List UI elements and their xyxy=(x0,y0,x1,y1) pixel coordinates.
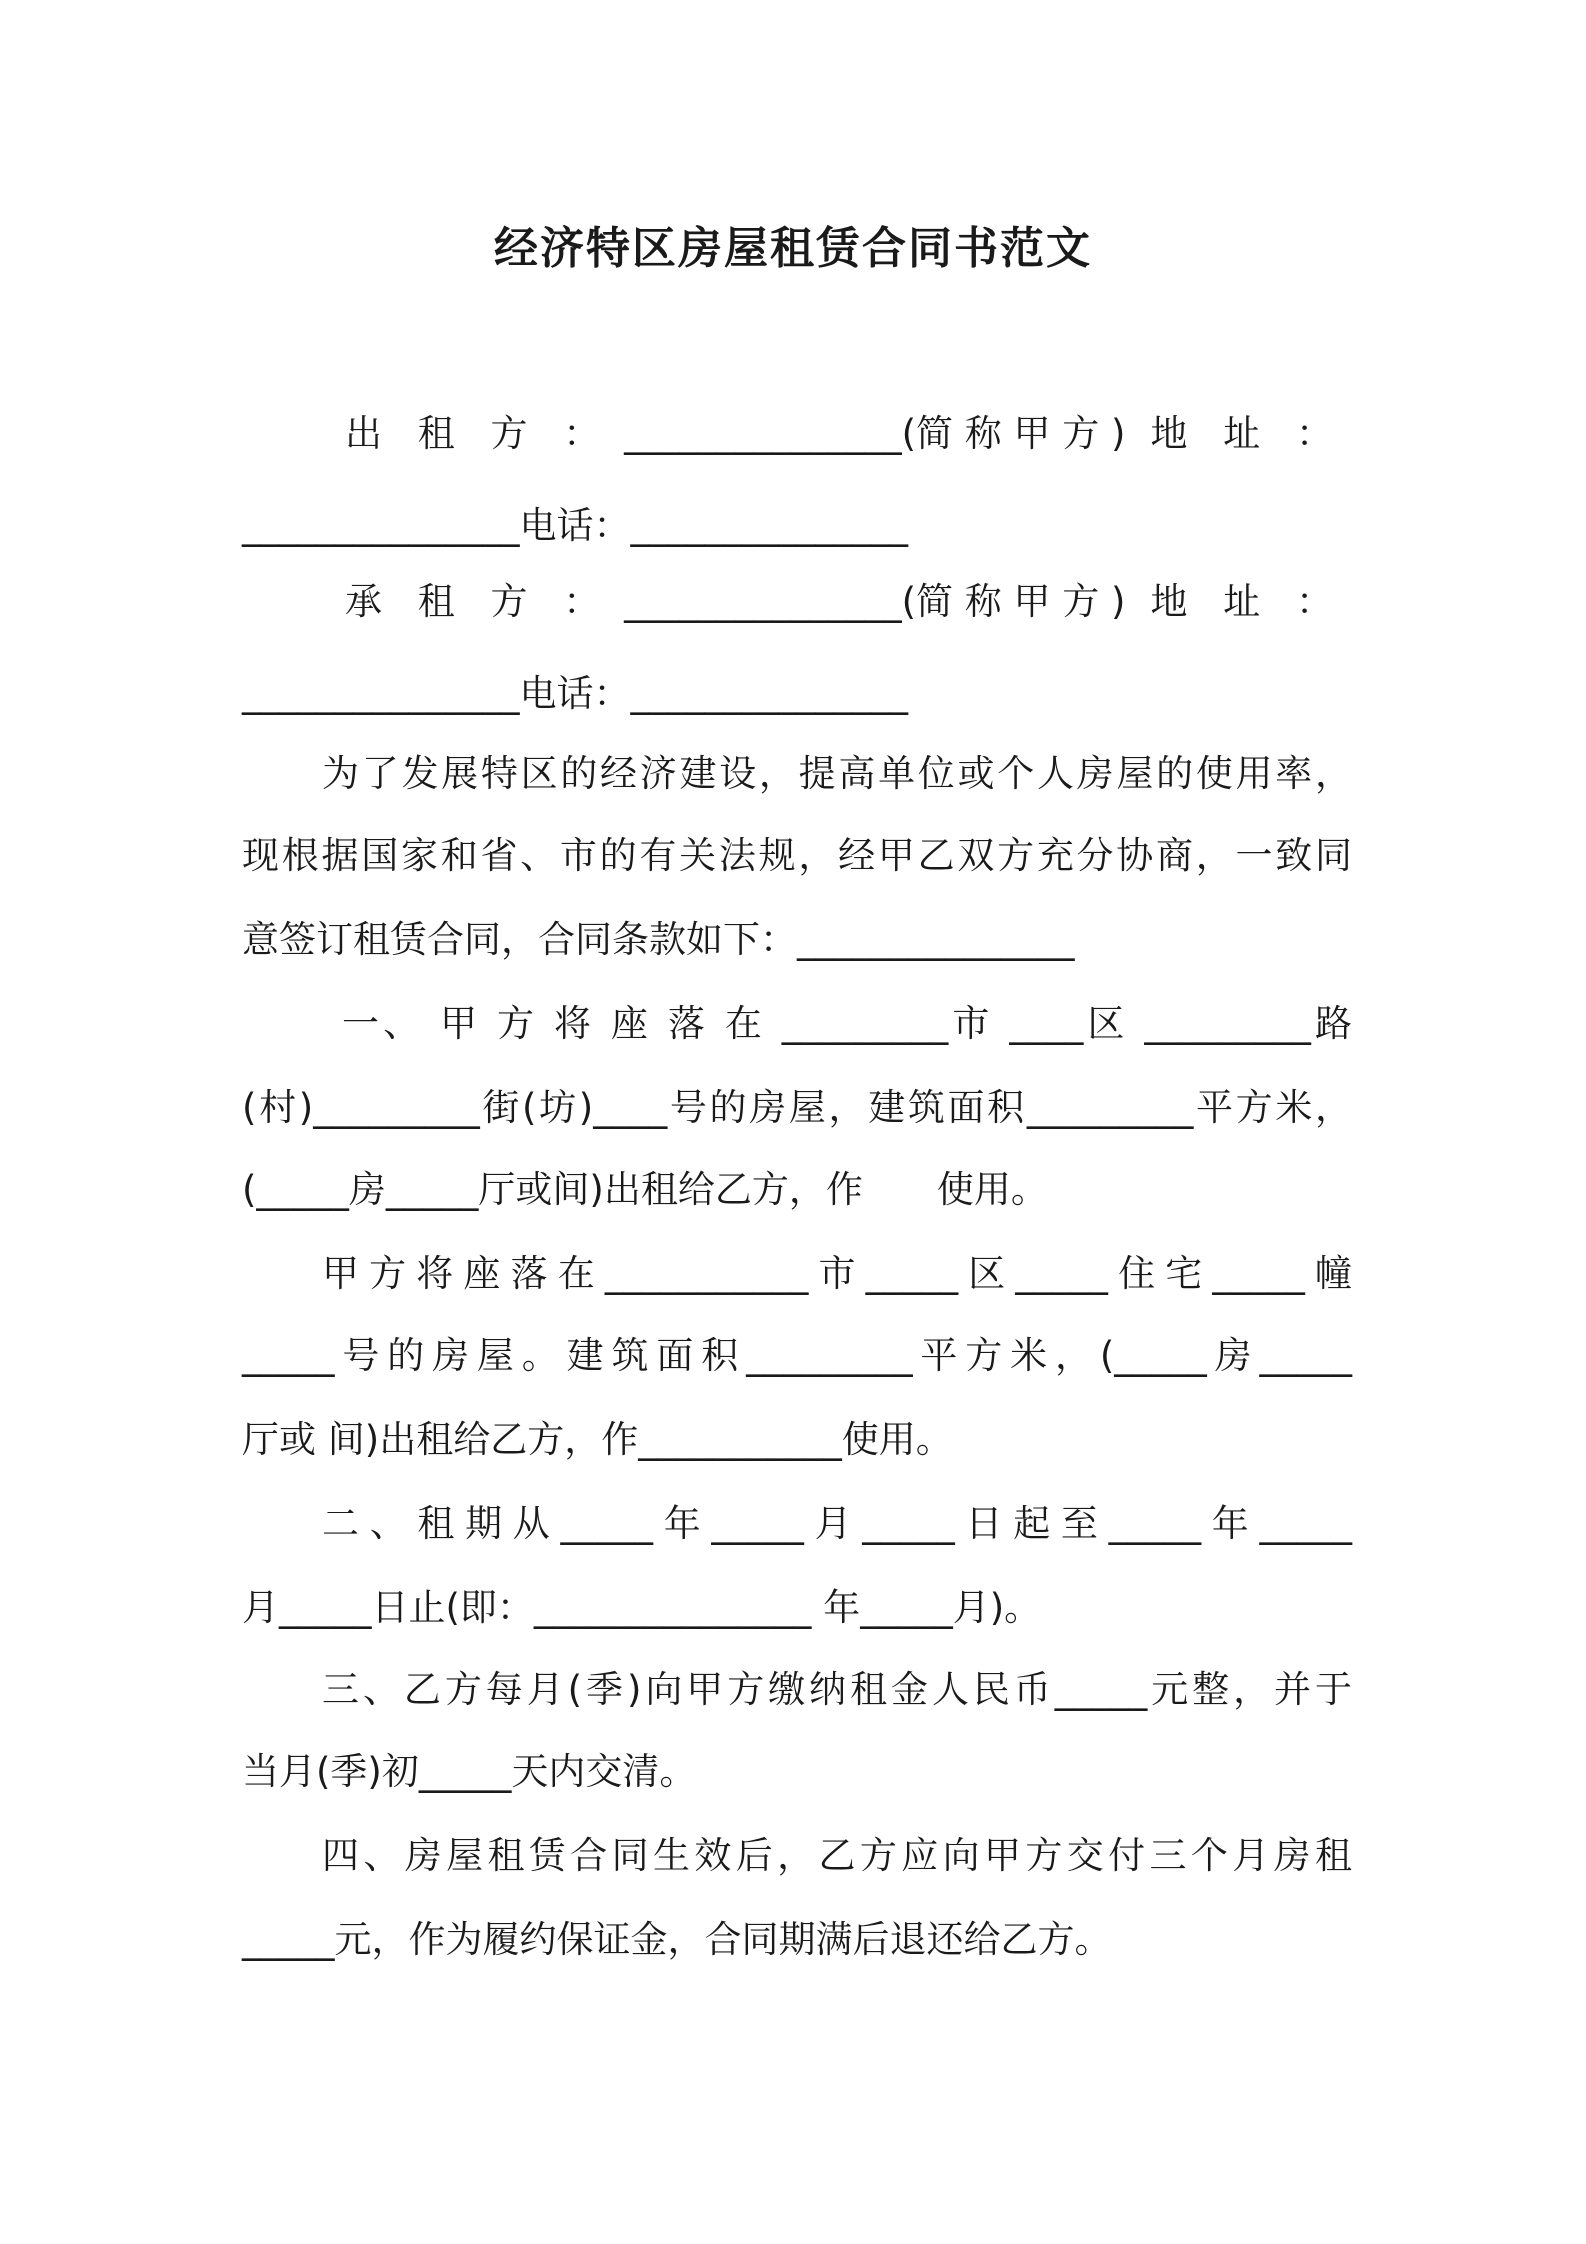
clause-1-line-1: 一、 甲 方 将 座 落 在 _________市 ____区 _________路 xyxy=(342,1002,1352,1045)
clause-3-line-2: 当月(季)初_____天内交清。 xyxy=(242,1750,697,1793)
lessee-label: 承 租 方 ： xyxy=(345,580,613,623)
preamble-line-3: 意签订租赁合同，合同条款如下：_______________ xyxy=(242,918,1075,961)
clause-2-line-2: 月_____日止(即：_______________ 年_____月)。 xyxy=(242,1586,1042,1629)
clause-4-line-2: _____元，作为履约保证金，合同期满后退还给乙方。 xyxy=(242,1918,1112,1961)
clause-1b-line-1: 甲方将座落在___________市_____区_____住宅_____幢 xyxy=(322,1252,1352,1295)
lessee-line xyxy=(345,576,1345,628)
clause-1-line-2: (村)_________街(坊)____号的房屋，建筑面积_________平方米， xyxy=(242,1086,1352,1129)
preamble-line-1: 为了发展特区的经济建设，提高单位或个人房屋的使用率， xyxy=(322,752,1352,795)
lessor-label: 出 租 方 ： xyxy=(345,412,613,455)
lessee-phone-line: _______________电话：_______________ xyxy=(242,672,908,715)
clause-1-line-3: (_____房_____厅或间)出租给乙方，作 使用。 xyxy=(242,1168,1048,1211)
clause-3-line-1: 三、乙方每月(季)向甲方缴纳租金人民币_____元整，并于 xyxy=(322,1668,1352,1711)
clause-4-line-1: 四、房屋租赁合同生效后，乙方应向甲方交付三个月房租 xyxy=(322,1834,1352,1877)
clause-1b-line-3: 厅或 间)出租给乙方，作___________使用。 xyxy=(242,1418,953,1461)
clause-1b-line-2: _____号的房屋。建筑面积_________平方米，(_____房_____ xyxy=(242,1334,1352,1377)
lessor-blank: _______________(简 称 甲 方 ) xyxy=(624,412,1126,455)
lessee-blank: _______________(简 称 甲 方 ) xyxy=(624,580,1126,623)
clause-2-line-1: 二、租期从_____年_____月_____日起至_____年_____ xyxy=(322,1502,1352,1545)
lessor-line xyxy=(345,408,1345,460)
preamble-line-2: 现根据国家和省、市的有关法规，经甲乙双方充分协商，一致同 xyxy=(242,834,1352,877)
lessor-address-label: 地 址 ： xyxy=(1150,412,1345,455)
lessor-phone-line: _______________电话：_______________ xyxy=(242,504,908,547)
document-title: 经济特区房屋租赁合同书范文 xyxy=(494,223,1092,274)
lessee-address-label: 地 址 ： xyxy=(1150,580,1345,623)
